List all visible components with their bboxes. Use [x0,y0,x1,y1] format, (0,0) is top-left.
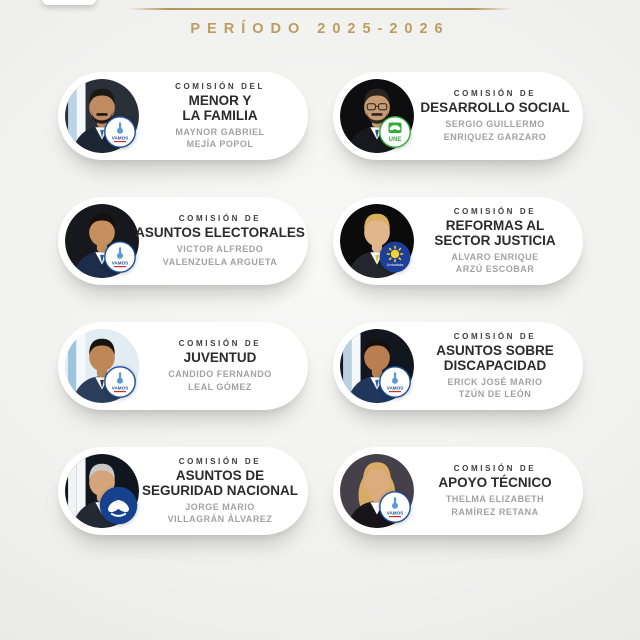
card-text-block [135,197,305,285]
member-name-line: ERICK JOSÉ MARIO [447,376,543,387]
member-name [444,118,547,142]
commission-name-line: LA FAMILIA [182,107,258,123]
commission-name [438,475,551,490]
svg-text:VAMOS: VAMOS [111,135,129,141]
commission-name-line: APOYO TÉCNICO [438,475,552,491]
commission-card [333,197,583,285]
vamos-party-logo-icon [104,116,136,148]
commission-kicker: COMISIÓN DE [178,339,262,349]
member-name [446,493,544,517]
commission-name-line: REFORMAS AL [445,217,545,233]
vamos-party-logo-icon [379,366,411,398]
une-party-logo-icon [379,116,411,148]
commission-kicker: COMISIÓN DE [178,214,262,224]
commission-card [333,72,583,160]
commission-name-line: ASUNTOS SOBRE [436,342,554,358]
commission-name [436,343,554,373]
card-text-block [417,197,573,285]
member-name [451,251,538,275]
commission-name-line: SECTOR JUSTICIA [434,232,556,248]
card-text-block [417,447,573,535]
commission-name [142,468,298,498]
member-name-line: MAYNOR GABRIEL [175,126,265,137]
member-name-line: CANDIDO FERNANDO [168,369,272,380]
member-name-line: SERGIO GUILLERMO [445,119,545,130]
member-name-line: ARZÚ ESCOBAR [455,264,535,275]
member-name-line: TZÚN DE LEÓN [458,389,532,400]
commission-card [58,72,308,160]
vamos-party-logo-icon [379,491,411,523]
commission-kicker: COMISIÓN DE [453,464,537,474]
commission-kicker: COMISIÓN DEL [175,81,265,91]
member-name [175,126,264,150]
gold-divider-line [128,8,512,10]
member-name-line: RAMÍREZ RETANA [451,506,539,517]
commission-name-line: JUVENTUD [183,350,257,366]
card-text-block [417,72,573,160]
commission-name [135,225,305,240]
cards-grid [58,72,583,535]
commission-name [184,350,257,365]
member-name-line: VICTOR ALFREDO [176,244,264,255]
card-text-block [417,322,573,410]
commission-name [420,100,569,115]
commission-name-line: ASUNTOS DE [175,467,265,483]
azul-party-logo-icon [99,486,138,525]
member-name-line: THELMA ELIZABETH [445,494,545,505]
commission-card [58,447,308,535]
member-name-line: LEAL GÓMEZ [188,381,252,392]
member-name [168,368,272,392]
top-decoration-fragment [42,0,96,5]
card-text-block [142,447,298,535]
svg-text:VAMOS: VAMOS [386,510,404,516]
commission-name-line: SEGURIDAD NACIONAL [142,482,299,498]
commission-card [333,447,583,535]
commission-name-line: ASUNTOS ELECTORALES [135,225,305,241]
commission-kicker: COMISIÓN DE [453,206,537,216]
member-name-line: ENRIQUEZ GARZARO [443,131,547,142]
member-name-line: ALVARO ENRIQUE [451,251,539,262]
commission-name-line: DISCAPACIDAD [443,357,547,373]
member-name-line: VALENZUELA ARGUETA [162,256,278,267]
card-text-block [142,322,298,410]
card-text-block [142,72,298,160]
svg-text:VAMOS: VAMOS [111,260,129,266]
commission-name [182,93,257,123]
commission-card [58,322,308,410]
commission-card [58,197,308,285]
commission-kicker: COMISIÓN DE [453,89,537,99]
member-name [168,501,273,525]
commission-name-line: DESARROLLO SOCIAL [420,100,570,116]
unionista-party-logo-icon [379,241,411,273]
commission-kicker: COMISIÓN DE [178,456,262,466]
svg-text:UNE: UNE [388,136,402,143]
commission-name-line: MENOR Y [188,92,252,108]
svg-text:VAMOS: VAMOS [111,385,129,391]
member-name [163,243,278,267]
commission-name [434,218,555,248]
member-name-line: MEJÍA POPOL [186,139,254,150]
member-name-line: VILLAGRÁN ÁLVAREZ [167,514,273,525]
svg-text:Unionista: Unionista [386,262,404,268]
member-name [447,376,542,400]
vamos-party-logo-icon [104,366,136,398]
period-title: PERÍODO 2025-2026 [190,21,450,37]
commission-card [333,322,583,410]
commission-kicker: COMISIÓN DE [453,331,537,341]
vamos-party-logo-icon [104,241,136,273]
svg-text:VAMOS: VAMOS [386,385,404,391]
member-name-line: JORGE MARIO [185,501,255,512]
